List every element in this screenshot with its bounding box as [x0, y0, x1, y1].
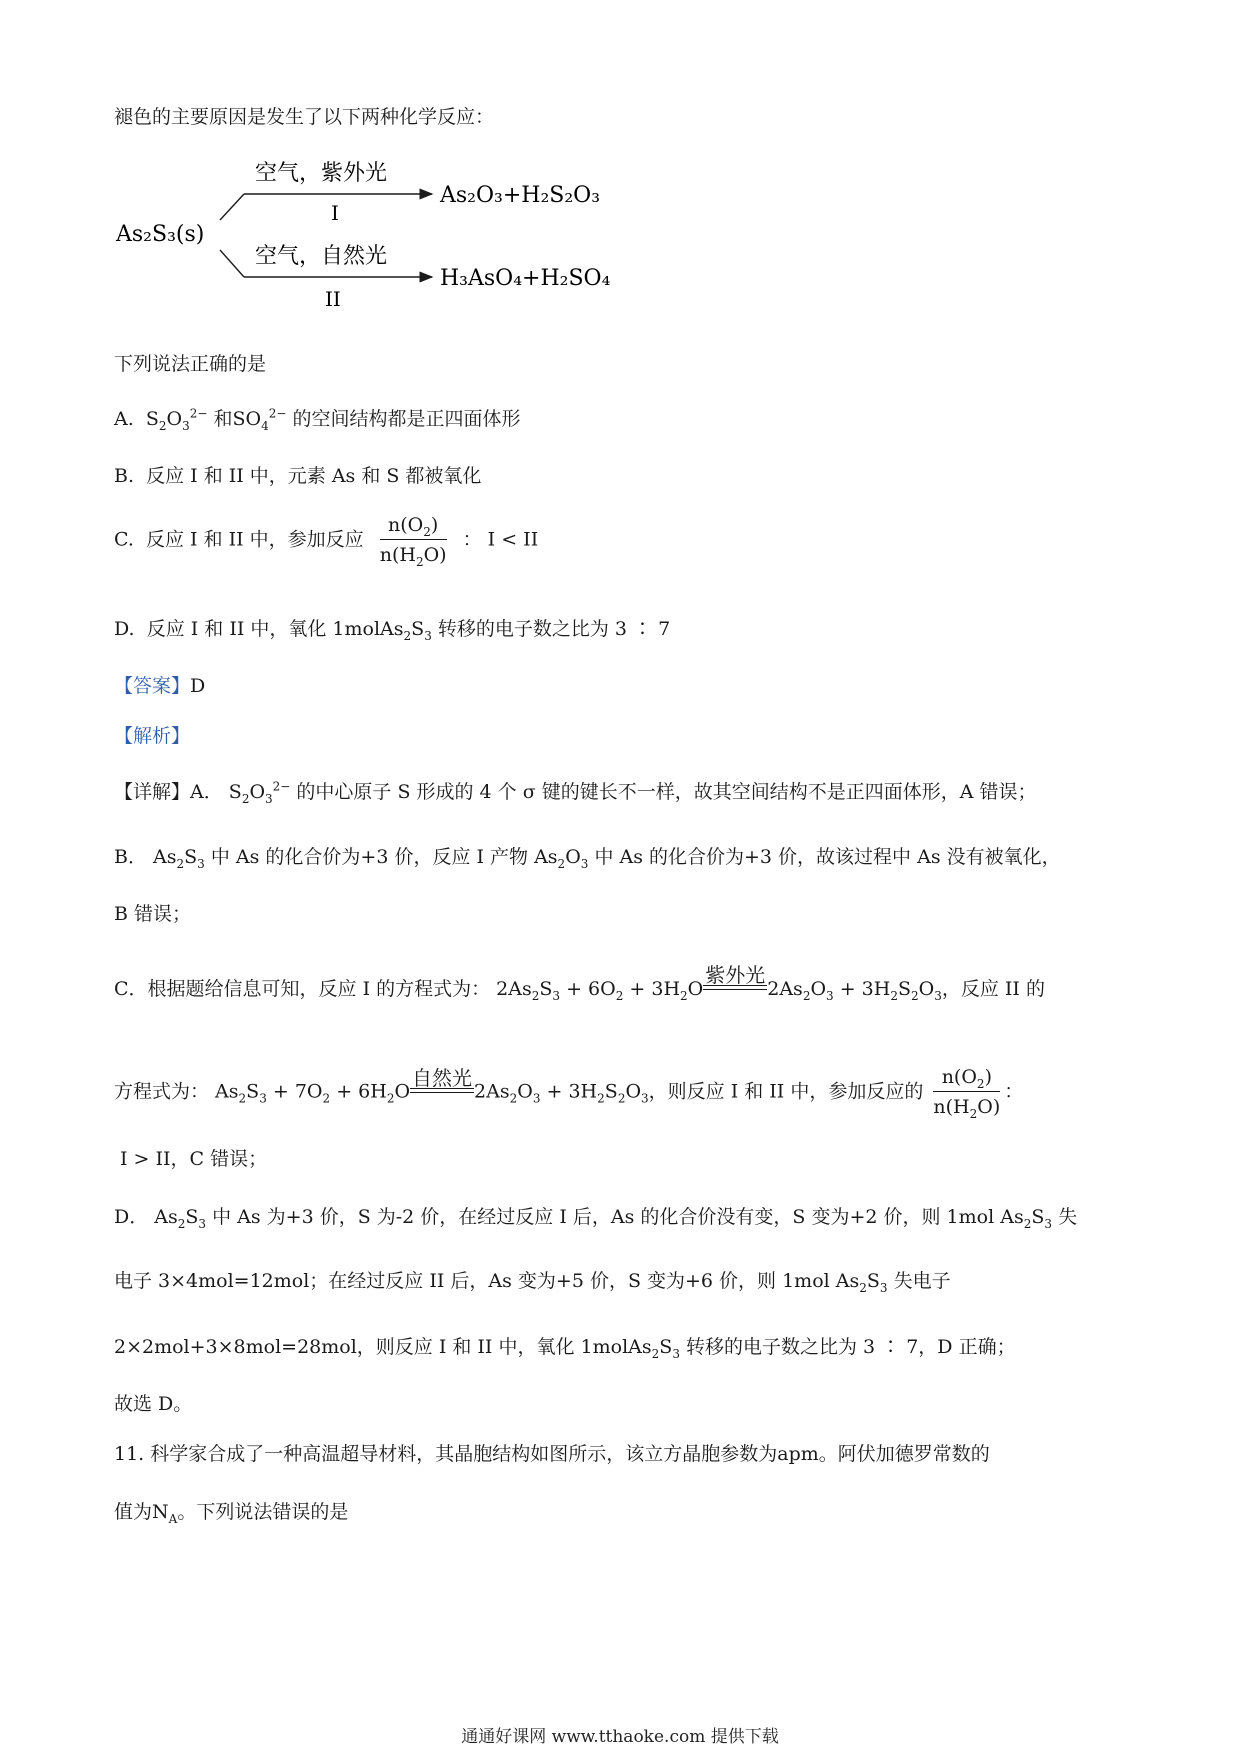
- detail-a-text: 的中心原子 S 形成的 4 个 σ 键的键长不一样，故其空间结构不是正四面体形，A 错误；: [296, 781, 1037, 803]
- q11-line2: [114, 1501, 349, 1526]
- answer-value: D: [190, 675, 206, 697]
- detail-c-ratio: $\frac{n(O_2)}{n(H_2O)}$: [933, 1066, 1001, 1121]
- option-a-text: 的空间结构都是正四面体形: [292, 408, 521, 430]
- detail-c-line2: 方程式为： $As_2S_3 + 7O_2 + 6H_2O$ 自然光 $2As_2O_3 + 3H_2S_2O_3$，则反应 I 和 II 中，参加反应的 $\frac{n(O_2)}{n(H_2O)}$ ：: [114, 1065, 1024, 1121]
- detail-b-end: B 错误；: [114, 903, 192, 925]
- scheme-reactant: As₂S₃(s): [116, 222, 205, 247]
- q11-text1: 11. 科学家合成了一种高温超导材料，其晶胞结构如图所示，该立方晶胞参数为: [114, 1443, 778, 1465]
- option-d-label: D.: [114, 618, 135, 640]
- option-b: [114, 467, 481, 486]
- q11-text4: 。下列说法错误的是: [177, 1501, 349, 1523]
- option-b-label: B.: [114, 465, 135, 487]
- detail-c-conclusion: I > II，C 错误；: [120, 1148, 268, 1170]
- option-c: [114, 514, 539, 569]
- option-b-text: 反应 I 和 II 中，元素 As 和 S 都被氧化: [146, 465, 482, 487]
- detail-tag: 【详解】: [114, 781, 191, 803]
- detail-d-text3-end: 转移的电子数之比为 3 ∶ 7，D 正确；: [686, 1336, 1016, 1358]
- detail-c-lead: C．根据题给信息可知，反应 I 的方程式为：: [114, 978, 491, 1000]
- q11-line1: [114, 1445, 990, 1464]
- final-answer: 故选 D。: [114, 1393, 193, 1415]
- detail-d-text3: 2×2mol+3×8mol=28mol，则反应 I 和 II 中，氧化 1mol: [114, 1336, 629, 1358]
- detail-c-lead2: 方程式为：: [114, 1080, 210, 1103]
- detail-d-text2: 电子 3×4mol=12mol；在经过反应 II 后，As 变为+5 价，S 变为+6 价，则 1mol: [114, 1270, 830, 1292]
- detail-d-text2-end: 失电子: [893, 1270, 951, 1292]
- option-a-label: A.: [114, 408, 134, 430]
- route2-condition: 空气，自然光: [255, 244, 388, 269]
- detail-d-line1: D． $As_2S_3$ 中 As 为+3 价，S 为-2 价，在经过反应 I 后，As 的化合价没有变，S 变为+2 价，则 1mol $As_2S_3$ 失: [114, 1206, 1078, 1231]
- detail-b-lead: B．: [114, 846, 147, 868]
- route1-condition: 空气，紫外光: [255, 161, 388, 186]
- avogadro-symbol: N: [152, 1501, 169, 1523]
- footer-watermark: 通通好课网 www.tthaoke.com 提供下载: [461, 1727, 779, 1747]
- avogadro-subscript: A: [168, 1511, 178, 1526]
- detail-d-lead: D．: [114, 1206, 149, 1228]
- answer-line: [114, 677, 205, 696]
- detail-a: 【详解】A． $S_2O_3^{2-}$ 的中心原子 S 形成的 4 个 σ 键的键长不一样，故其空间结构不是正四面体形，A 错误；: [114, 779, 1037, 806]
- detail-d-text1: 中 As 为+3 价，S 为-2 价，在经过反应 I 后，As 的化合价没有变，S 变为+2 价，则 1mol: [212, 1206, 995, 1228]
- route2-branch: [220, 250, 244, 277]
- q11-text3: 值为: [114, 1501, 153, 1523]
- detail-d-text1-end: 失: [1058, 1206, 1078, 1228]
- detail-b-text2: 中 As 的化合价为+3 价，故该过程中 As 没有被氧化，: [594, 846, 1061, 868]
- q11-param: apm: [777, 1443, 819, 1465]
- detail-a-lead: A．: [190, 781, 223, 803]
- reaction-scheme: [110, 150, 630, 320]
- route2-label: II: [325, 287, 341, 311]
- detail-c-line1: C．根据题给信息可知，反应 I 的方程式为： $2As_2S_3 + 6O_2 + 3H_2O$ 紫外光 $2As_2O_3 + 3H_2S_2O_3$，反应 II 的: [114, 963, 1045, 1003]
- detail-c-tail1: ，反应 II 的: [941, 978, 1045, 1000]
- detail-b: B． $As_2S_3$ 中 As 的化合价为+3 价，反应 I 产物 $As_2O_3$ 中 As 的化合价为+3 价，故该过程中 As 没有被氧化，: [114, 846, 1061, 871]
- detail-c-tail3: ：: [1004, 1080, 1024, 1103]
- route1-label: I: [331, 201, 339, 225]
- option-c-label: C.: [114, 528, 134, 551]
- option-c-text: 反应 I 和 II 中，参加反应: [146, 528, 364, 551]
- analysis-tag: [114, 727, 190, 746]
- question-stem: 下列说法正确的是: [114, 353, 267, 375]
- q11-text2: 。阿伏加德罗常数的: [818, 1443, 990, 1465]
- detail-d-line3: 2×2mol+3×8mol=28mol，则反应 I 和 II 中，氧化 $1molAs_2S_3$ 转移的电子数之比为 3 ∶ 7，D 正确；: [114, 1336, 1016, 1361]
- route1-product: As₂O₃+H₂S₂O₃: [440, 183, 601, 208]
- option-c-ratio: $\frac{n(O_2)}{n(H_2O)}$: [379, 514, 447, 569]
- detail-c-tail2: ，则反应 I 和 II 中，参加反应的: [648, 1080, 924, 1103]
- intro-text: 褪色的主要原因是发生了以下两种化学反应：: [114, 106, 495, 128]
- analysis-tag-text: 【解析】: [114, 725, 191, 747]
- detail-d-line2: 电子 3×4mol=12mol；在经过反应 II 后，As 变为+5 价，S 变为+6 价，则 1mol $As_2S_3$ 失电子: [114, 1270, 951, 1295]
- option-d: D. 反应 I 和 II 中，氧化 $1molAs_2S_3$ 转移的电子数之比为 3 ∶ 7: [114, 618, 671, 643]
- option-d-text: 反应 I 和 II 中，氧化 1mol: [146, 618, 381, 640]
- answer-tag: 【答案】: [114, 675, 191, 697]
- condition-uv: 紫外光: [703, 980, 767, 999]
- route2-product: H₃AsO₄+H₂SO₄: [440, 266, 611, 291]
- route1-branch: [220, 194, 244, 220]
- option-d-tail: 转移的电子数之比为 3 ∶ 7: [437, 618, 671, 640]
- option-c-tail: ： I < II: [462, 528, 539, 551]
- option-a: A. $S_2O_3^{2-}$ 和$SO_4^{2-}$ 的空间结构都是正四面体形: [114, 406, 521, 433]
- condition-natural: 自然光: [410, 1083, 474, 1102]
- detail-b-text1: 中 As 的化合价为+3 价，反应 I 产物: [210, 846, 529, 868]
